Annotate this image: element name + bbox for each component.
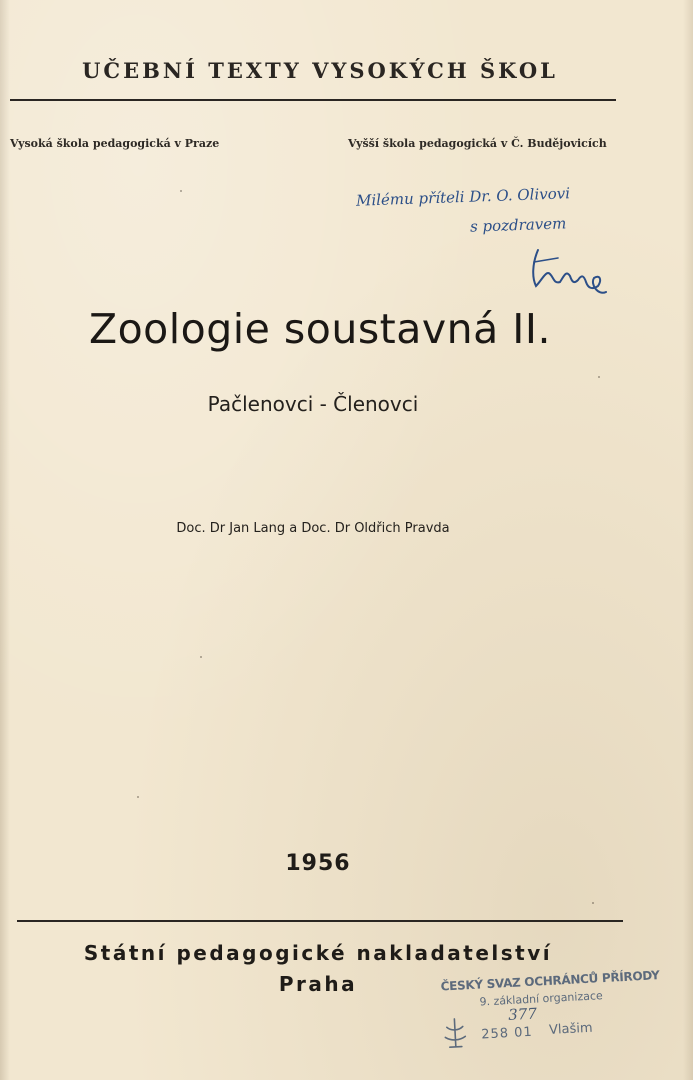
handwritten-signature	[528, 240, 614, 298]
stamp-inventory-number: 377	[507, 1004, 538, 1025]
publication-year: 1956	[285, 851, 351, 876]
paper-speck	[180, 190, 182, 192]
book-subtitle: Pačlenovci - Členovci	[207, 392, 419, 416]
publisher-name: Státní pedagogické nakladatelství	[83, 941, 553, 965]
paper-speck	[137, 796, 139, 798]
book-authors: Doc. Dr Jan Lang a Doc. Dr Oldřich Pravda	[176, 521, 450, 536]
book-title: Zoologie soustavná II.	[88, 305, 552, 353]
paper-speck	[598, 376, 600, 378]
institution-budejovice: Vyšší škola pedagogická v Č. Budějovicích	[348, 137, 607, 150]
publisher-city: Praha	[278, 972, 358, 996]
top-rule	[10, 99, 616, 101]
bottom-rule	[17, 920, 623, 922]
stamp-emblem-icon	[434, 1012, 476, 1054]
paper-speck	[592, 902, 594, 904]
stamp-branch: 9. základní organizace	[479, 989, 604, 1009]
stamp-organization: ČESKÝ SVAZ OCHRÁNCŮ PŘÍRODY	[440, 968, 660, 994]
library-stamp	[432, 963, 660, 1064]
series-title: UČEBNÍ TEXTY VYSOKÝCH ŠKOL	[82, 58, 558, 83]
handwritten-dedication-line1: Milému příteli Dr. O. Olivovi	[355, 184, 571, 210]
stamp-postcode: 258 01	[480, 1024, 534, 1043]
stamp-town: Vlašim	[548, 1020, 593, 1038]
institution-prague: Vysoká škola pedagogická v Praze	[10, 137, 220, 150]
handwritten-dedication-line2: s pozdravem	[469, 214, 567, 236]
paper-speck	[200, 656, 202, 658]
